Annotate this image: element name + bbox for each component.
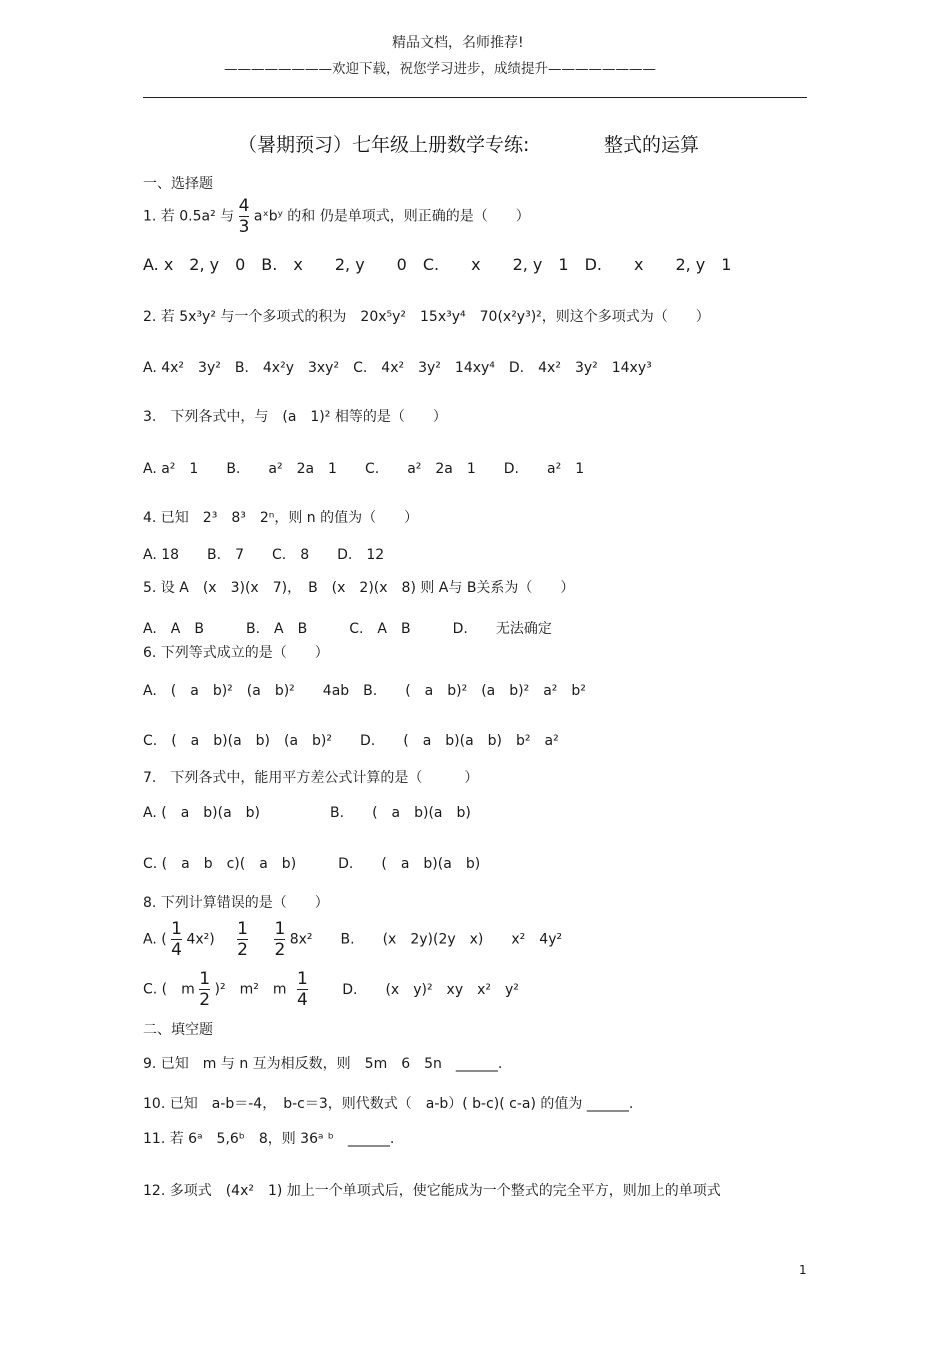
question-6: 6. 下列等式成立的是（ ） [143, 645, 329, 661]
question-7-options-ab: A. ( a b)(a b) B. ( a b)(a b) [143, 805, 471, 821]
question-8: 8. 下列计算错误的是（ ） [143, 895, 329, 911]
q8-c-part1: C. ( m [143, 981, 195, 998]
q8-a-part2: 4x²) [186, 931, 215, 948]
fraction-numerator: 1 [199, 969, 211, 989]
section-fill-heading: 二、填空题 [143, 1022, 213, 1038]
fraction-denominator: 4 [296, 990, 308, 1010]
section-choice-heading: 一、选择题 [143, 176, 213, 192]
q8-fraction-5 [297, 969, 308, 1010]
question-7-options-cd: C. ( a b c)( a b) D. ( a b)(a b) [143, 856, 481, 872]
page-title-topic: 整式的运算 [604, 134, 700, 156]
question-3: 3. 下列各式中，与 (a 1)² 相等的是（ ） [143, 409, 447, 425]
question-3-options: A. a² 1 B. a² 2a 1 C. a² 2a 1 D. a² 1 [143, 461, 585, 477]
fraction-denominator: 2 [237, 940, 248, 960]
fraction-numerator: 1 [171, 919, 182, 939]
fraction-numerator: 1 [296, 969, 308, 989]
q8-fraction-4 [199, 969, 210, 1010]
fraction-numerator: 1 [237, 919, 248, 939]
question-6-options-cd: C. ( a b)(a b) (a b)² D. ( a b)(a b) b² a² [143, 733, 559, 749]
question-7: 7. 下列各式中，能用平方差公式计算的是（ ） [143, 770, 479, 786]
q8-fraction-2 [237, 919, 248, 960]
question-5: 5. 设 A (x 3)(x 7)， B (x 2)(x 8) 则 A与 B关系为（ ） [143, 580, 575, 596]
header-line-1: 精品文档，名师推荐! [392, 35, 524, 51]
q8-c-part3: D. (x y)² xy x² y² [342, 981, 519, 998]
fraction-numerator: 4 [238, 196, 250, 216]
question-1-text-a: 1. 若 0.5a² 与 [143, 208, 235, 225]
fraction-denominator: 2 [199, 990, 211, 1010]
question-4: 4. 已知 2³ 8³ 2ⁿ，则 n 的值为（ ） [143, 510, 419, 526]
question-8-options-cd [143, 969, 519, 1010]
fraction-denominator: 4 [171, 940, 182, 960]
question-10: 10. 已知 a-b＝-4， b-c＝3，则代数式（ a-b）( b-c)( c-a) 的值为 ______. [143, 1096, 634, 1112]
question-11: 11. 若 6ᵃ 5,6ᵇ 8，则 36ᵃ ᵇ ______. [143, 1131, 395, 1147]
header-line-2: ————————欢迎下载，祝您学习进步，成绩提升———————— [224, 61, 656, 77]
q8-c-part2: )² m² m [214, 981, 287, 998]
question-1-text-b: aˣbʸ 的和 仍是单项式，则正确的是（ ） [253, 208, 530, 225]
question-12: 12. 多项式 (4x² 1) 加上一个单项式后，使它能成为一个整式的完全平方，则加上的单项式 [143, 1183, 721, 1199]
header-divider [143, 97, 807, 98]
question-2-options: A. 4x² 3y² B. 4x²y 3xy² C. 4x² 3y² 14xy⁴ D. 4x² 3y² 14xy³ [143, 360, 652, 376]
question-5-options: A. A B B. A B C. A B D. 无法确定 [143, 621, 552, 637]
question-1-options: A. x 2, y 0 B. x 2, y 0 C. x 2, y 1 D. x 2, y 1 [143, 255, 732, 274]
question-1 [143, 196, 530, 237]
q8-fraction-3 [274, 919, 285, 960]
fraction-denominator: 2 [274, 940, 286, 960]
q8-a-part1: A. ( [143, 931, 167, 948]
question-4-options: A. 18 B. 7 C. 8 D. 12 [143, 547, 385, 563]
question-1-fraction [239, 196, 250, 237]
q8-a-part3: 8x² B. (x 2y)(2y x) x² 4y² [289, 931, 563, 948]
question-6-options-ab: A. ( a b)² (a b)² 4ab B. ( a b)² (a b)² a² b² [143, 683, 586, 699]
q8-fraction-1 [171, 919, 182, 960]
fraction-denominator: 3 [238, 217, 250, 237]
fraction-numerator: 1 [274, 919, 286, 939]
page-title: （暑期预习）七年级上册数学专练: [238, 134, 530, 156]
page-number: 1 [799, 1263, 807, 1277]
question-8-options-ab [143, 919, 562, 960]
question-2: 2. 若 5x³y² 与一个多项式的积为 20x⁵y² 15x³y⁴ 70(x²y³)²，则这个多项式为（ ） [143, 309, 710, 325]
question-9: 9. 已知 m 与 n 互为相反数，则 5m 6 5n ______. [143, 1056, 503, 1072]
